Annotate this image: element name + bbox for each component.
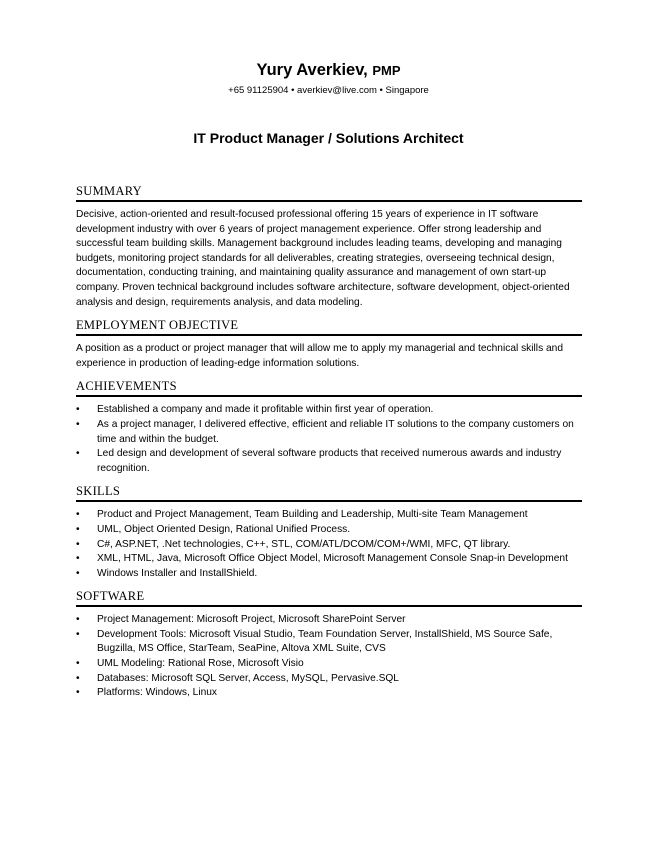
section-title: SUMMARY [76, 184, 582, 202]
skills-list [76, 508, 582, 581]
list-item-text: Product and Project Management, Team Building and Leadership, Multi-site Team Management [97, 509, 528, 521]
section-title: EMPLOYMENT OBJECTIVE [76, 318, 582, 336]
list-item [76, 657, 582, 672]
list-item [76, 403, 582, 418]
bullet-icon: • [76, 538, 80, 550]
candidate-credential: PMP [372, 63, 401, 78]
section-title: SKILLS [76, 484, 582, 502]
list-item-text: Development Tools: Microsoft Visual Studio, Team Foundation Server, InstallShield, MS Source Safe, Bugzilla, MS Office, StarTeam, SeaPine, Altova XML Suite, CVS [97, 628, 553, 655]
list-item [76, 552, 582, 567]
bullet-icon: • [76, 658, 80, 670]
list-item-text: XML, HTML, Java, Microsoft Office Object Model, Microsoft Management Console Snap-in Development [97, 553, 568, 565]
list-item-text: Windows Installer and InstallShield. [97, 567, 258, 579]
list-item-text: As a project manager, I delivered effective, efficient and reliable IT solutions to the company customers on time and within the budget. [97, 418, 574, 445]
summary-text: Decisive, action-oriented and result-focused professional offering 15 years of experience in IT software development industry with over 6 years of project management experience. Offer strong leadership and successful team building skills. Management background includes leading teams, developing and managing budgets, monitoring project standards for all deliverables, creating strategies, overseeing technical design, documentation, conducting training, and maintaining quality assurance and management of own start-up company. Proven technical background includes software architecture, software development, object-oriented analysis and design, requirements analysis, and data modeling. [76, 209, 570, 308]
bullet-icon: • [76, 614, 80, 626]
bullet-icon: • [76, 404, 80, 416]
list-item [76, 418, 582, 447]
list-item [76, 538, 582, 553]
section-title: SOFTWARE [76, 589, 582, 607]
software-list [76, 613, 582, 701]
candidate-name-text: Yury Averkiev, [256, 61, 368, 79]
bullet-icon: • [76, 553, 80, 565]
list-item [76, 523, 582, 538]
contact-line: +65 91125904 • averkiev@live.com • Singapore [228, 85, 429, 96]
list-item-text: Project Management: Microsoft Project, Microsoft SharePoint Server [97, 614, 406, 626]
list-item-text: C#, ASP.NET, .Net technologies, C++, STL, COM/ATL/DCOM/COM+/WMI, MFC, QT library. [97, 538, 511, 550]
list-item-text: Established a company and made it profitable within first year of operation. [97, 404, 434, 416]
list-item [76, 567, 582, 582]
bullet-icon: • [76, 628, 80, 640]
list-item [76, 613, 582, 628]
bullet-icon: • [76, 448, 80, 460]
list-item [76, 628, 582, 657]
bullet-icon: • [76, 418, 80, 430]
list-item-text: Led design and development of several software products that received numerous awards and industry recognition. [97, 448, 562, 474]
summary-section [76, 184, 582, 310]
bullet-icon: • [76, 567, 80, 579]
list-item [76, 672, 582, 687]
list-item-text: Databases: Microsoft SQL Server, Access, MySQL, Pervasive.SQL [97, 672, 399, 684]
list-item [76, 508, 582, 523]
candidate-name [0, 60, 657, 81]
list-item [76, 447, 582, 476]
skills-section [76, 484, 582, 581]
list-item-text: Platforms: Windows, Linux [97, 687, 218, 699]
objective-section [76, 318, 582, 371]
bullet-icon: • [76, 687, 80, 699]
section-title: ACHIEVEMENTS [76, 379, 582, 397]
resume-headline: IT Product Manager / Solutions Architect [193, 130, 464, 146]
bullet-icon: • [76, 523, 80, 535]
resume-header [0, 60, 657, 98]
objective-text: A position as a product or project manager that will allow me to apply my managerial and technical skills and experience in production of leading-edge information solutions. [76, 343, 563, 369]
list-item [76, 686, 582, 701]
resume-body [76, 184, 582, 709]
software-section [76, 589, 582, 701]
list-item-text: UML Modeling: Rational Rose, Microsoft Visio [97, 658, 304, 670]
achievements-list [76, 403, 582, 476]
achievements-section [76, 379, 582, 476]
bullet-icon: • [76, 672, 80, 684]
bullet-icon: • [76, 509, 80, 521]
list-item-text: UML, Object Oriented Design, Rational Unified Process. [97, 523, 351, 535]
